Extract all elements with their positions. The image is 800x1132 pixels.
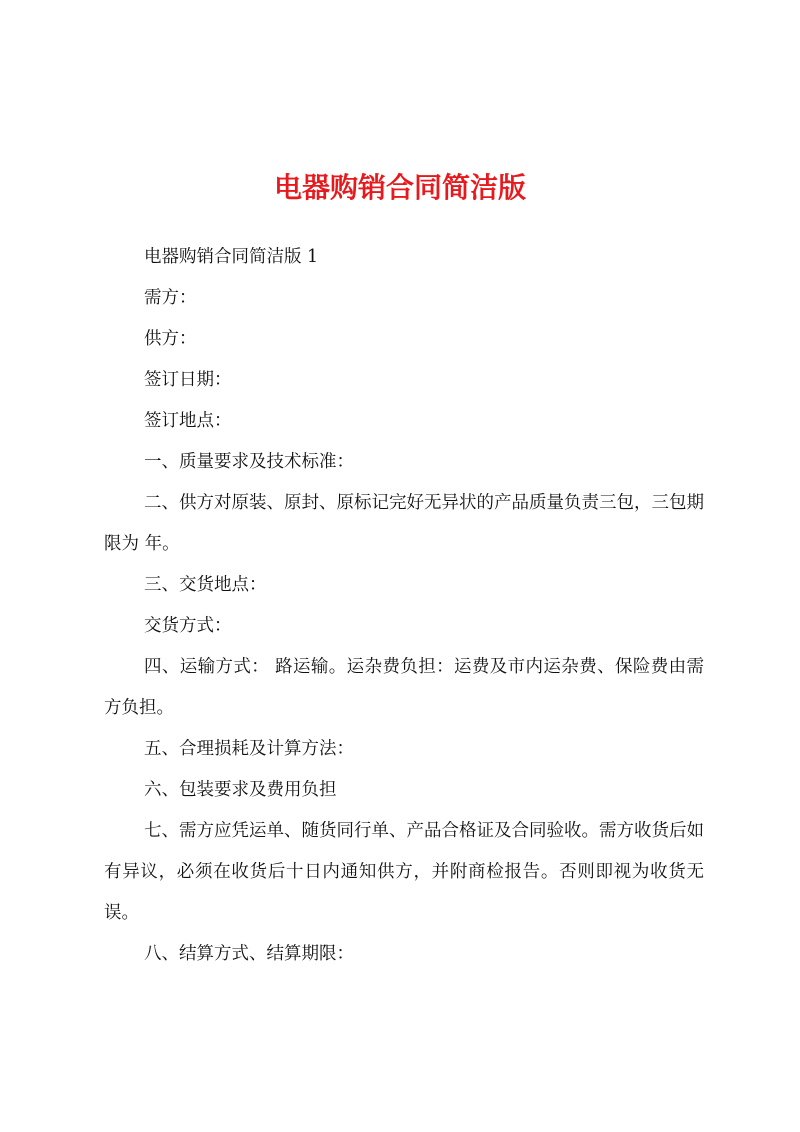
paragraph-clause-5: 五、合理损耗及计算方法： xyxy=(144,739,354,759)
paragraph-buyer: 需方： xyxy=(144,288,197,308)
paragraph-delivery-method: 交货方式： xyxy=(144,616,232,636)
paragraph-clause-6: 六、包装要求及费用负担 xyxy=(144,780,337,800)
paragraph-clause-4: 四、运输方式： 路运输。运杂费负担：运费及市内运杂费、保险费由需方负担。 xyxy=(104,657,704,718)
paragraph-sign-place: 签订地点： xyxy=(144,411,232,431)
document-body xyxy=(104,237,704,975)
paragraph-clause-7: 七、需方应凭运单、随货同行单、产品合格证及合同验收。需方收货后如有异议，必须在收货后十日内通知供方，并附商检报告。否则即视为收货无误。 xyxy=(104,821,704,923)
paragraph-supplier: 供方： xyxy=(144,329,197,349)
paragraph-clause-3: 三、交货地点： xyxy=(144,575,267,595)
document-title: 电器购销合同简洁版 xyxy=(273,171,526,204)
paragraph-clause-2: 二、供方对原装、原封、原标记完好无异状的产品质量负责三包，三包期限为 年。 xyxy=(104,493,704,554)
paragraph-heading: 电器购销合同简洁版 1 xyxy=(144,247,319,267)
paragraph-clause-1: 一、质量要求及技术标准： xyxy=(144,452,354,472)
paragraph-clause-8: 八、结算方式、结算期限： xyxy=(144,944,354,964)
paragraph-sign-date: 签订日期： xyxy=(144,370,232,390)
